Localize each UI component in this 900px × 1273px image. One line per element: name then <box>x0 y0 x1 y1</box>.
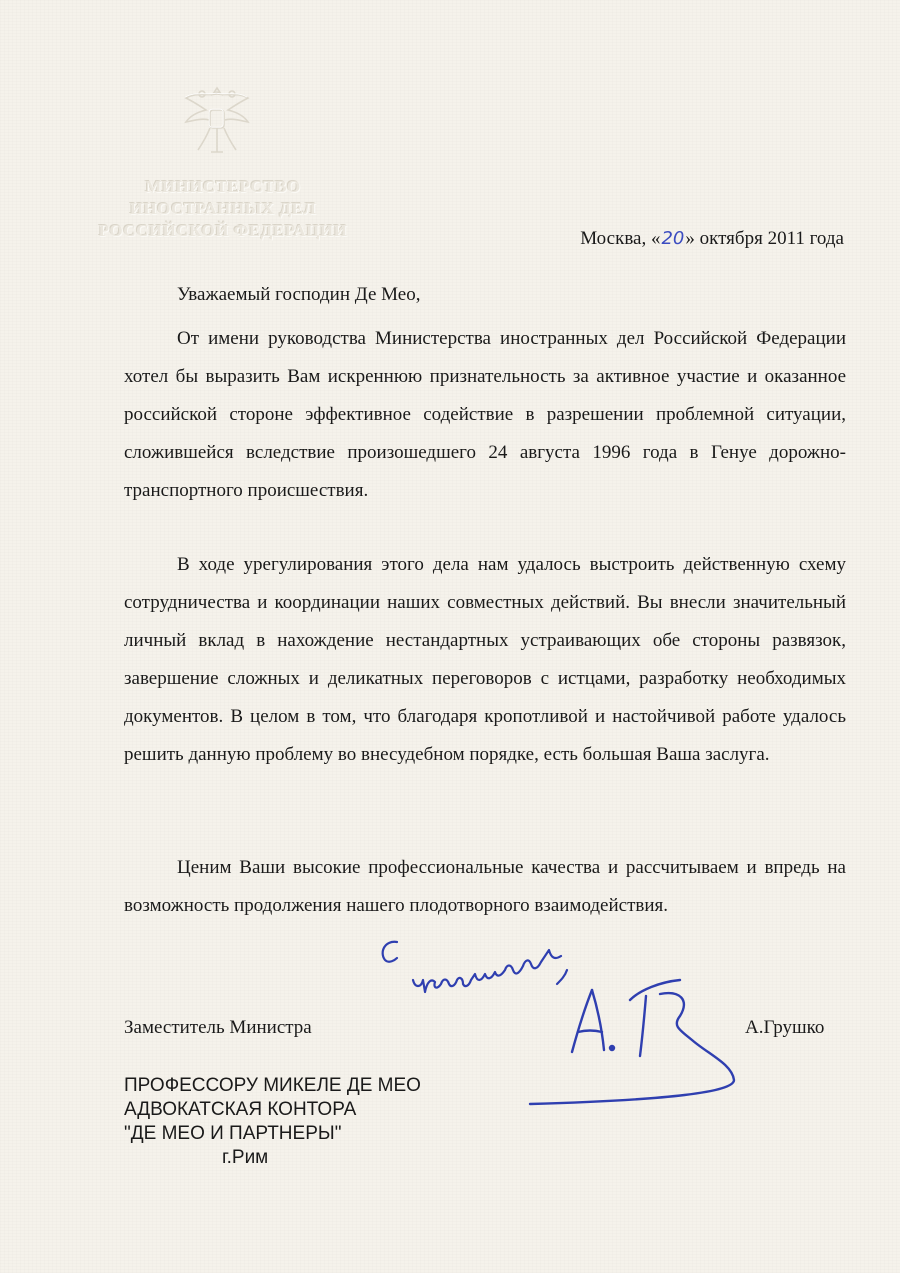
addressee-line: АДВОКАТСКАЯ КОНТОРА <box>124 1099 357 1120</box>
date-day-handwritten: 20 <box>661 228 685 249</box>
date-suffix: » октября 2011 года <box>685 228 844 249</box>
addressee-block <box>124 1074 421 1170</box>
signer-position: Заместитель Министра <box>124 1017 312 1038</box>
double-headed-eagle-emblem-icon <box>176 80 258 160</box>
letterhead-line: ИНОСТРАННЫХ ДЕЛ <box>129 199 317 218</box>
letterhead-line: МИНИСТЕРСТВО <box>145 177 301 196</box>
date-line <box>580 228 844 250</box>
body-paragraph: От имени руководства Министерства иностранных дел Российской Федерации хотел бы выразить Вам искреннюю признательность за активное участие и оказанное российской стороне эффективное содействие в разрешении проблемной ситуации, сложившейся вследствие произошедшего 24 августа 1996 года в Генуе дорожно-транспортного происшествия. <box>124 328 846 501</box>
addressee-line: ПРОФЕССОРУ МИКЕЛЕ ДЕ МЕО <box>124 1075 421 1096</box>
ministry-letterhead <box>92 176 354 242</box>
addressee-line: "ДЕ МЕО И ПАРТНЕРЫ" <box>124 1123 342 1144</box>
date-prefix: Москва, « <box>580 228 661 249</box>
signer-name: А.Грушко <box>745 1017 825 1038</box>
handwritten-signature <box>520 960 760 1120</box>
body-paragraph: В ходе урегулирования этого дела нам удалось выстроить действенную схему сотрудничества и координации наших совместных действий. Вы внесли значительный личный вклад в нахождение нестандартных устраивающих обе стороны развязок, завершение сложных и деликатных переговоров с истцами, разработку необходимых документов. В целом в том, что благодаря кропотливой и настойчивой работе удалось решить данную проблему во внесудебном порядке, есть большая Ваша заслуга. <box>124 554 846 765</box>
addressee-city: г.Рим <box>222 1147 269 1168</box>
letterhead-line: РОССИЙСКОЙ ФЕДЕРАЦИИ <box>98 221 348 240</box>
body-paragraph: Ценим Ваши высокие профессиональные качества и рассчитываем и впредь на возможность продолжения нашего плодотворного взаимодействия. <box>124 857 846 916</box>
salutation: Уважаемый господин Де Мео, <box>177 284 421 305</box>
